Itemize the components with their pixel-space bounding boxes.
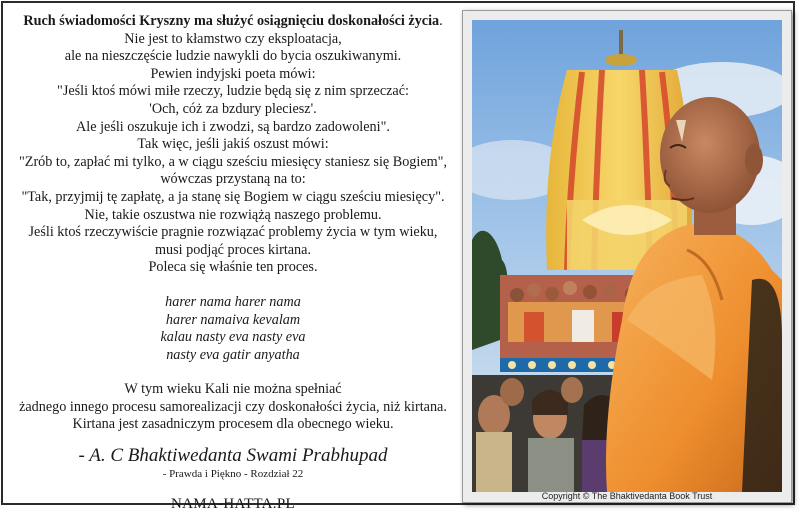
closing-line: Kirtana jest zasadniczym procesem dla obecnego wieku. (72, 416, 394, 433)
closing-line: żadnego innego procesu samorealizacji czy doskonałości życia, niż kirtana. (19, 398, 447, 415)
source-reference: - Prawda i Piękno - Rozdział 22 (162, 468, 304, 481)
website-label: NAMA-HATTA.PL (171, 496, 295, 513)
mantra-line: harer namaiva kevalam (165, 311, 301, 328)
quote-lead-line (9, 13, 457, 31)
quote-body (9, 31, 457, 277)
photo-copyright: Copyright © The Bhaktivedanta Book Trust (541, 491, 713, 501)
quote-lead-bold: Ruch świadomości Kryszny ma służyć osiągnięciu doskonałości życia (23, 13, 440, 29)
quote-line: Jeśli ktoś rzeczywiście pragnie rozwiązać problemy życia w tym wieku, (28, 224, 438, 241)
photo-frame (462, 10, 792, 503)
closing-line: W tym wieku Kali nie można spełniać (124, 381, 342, 398)
quote-line: Tak więc, jeśli jakiś oszust mówi: (137, 136, 329, 153)
quote-line: 'Och, cóż za bzdury pleciesz'. (149, 100, 317, 117)
photo (472, 20, 782, 492)
quote-line: "Jeśli ktoś mówi miłe rzeczy, ludzie będą się z nim sprzeczać: (57, 83, 409, 100)
quote-line: ale na nieszczęście ludzie nawykli do bycia oszukiwanymi. (64, 48, 402, 65)
quote-line: Pewien indyjski poeta mówi: (150, 65, 316, 82)
quote-card (1, 1, 795, 513)
quote-line: Ale jeśli oszukuje ich i zwodzi, są bardzo zadowoleni". (76, 118, 390, 135)
ear (745, 144, 763, 176)
mantra-line: kalau nasty eva nasty eva (160, 329, 306, 346)
quote-line: Nie, takie oszustwa nie rozwiążą naszego problemu. (84, 206, 382, 223)
quote-line: Nie jest to kłamstwo czy eksploatacja, (124, 30, 342, 47)
mantra-verse (9, 294, 457, 364)
quote-text-column (9, 13, 457, 514)
head (660, 97, 760, 213)
quote-line: Poleca się właśnie ten proces. (148, 259, 318, 276)
photo-illustration (472, 20, 782, 492)
quote-line: "Tak, przyjmij tę zapłatę, a ja stanę się Bogiem w ciągu sześciu miesięcy". (21, 188, 445, 205)
quote-line: musi podjąć proces kirtana. (154, 241, 311, 258)
mantra-line: harer nama harer nama (165, 293, 301, 310)
chariot-finial (605, 54, 637, 66)
closing-paragraph (9, 381, 457, 434)
quote-lead-end: . (439, 13, 443, 29)
quote-line: "Zrób to, zapłać mi tylko, a w ciągu sześciu miesięcy staniesz się Bogiem", (18, 153, 448, 170)
quote-line: wówczas przystaną na to: (160, 171, 306, 188)
chariot-spire (619, 30, 623, 56)
author-signature: - A. C Bhaktiwedanta Swami Prabhupad (78, 445, 388, 467)
mantra-line: nasty eva gatir anyatha (166, 346, 300, 363)
